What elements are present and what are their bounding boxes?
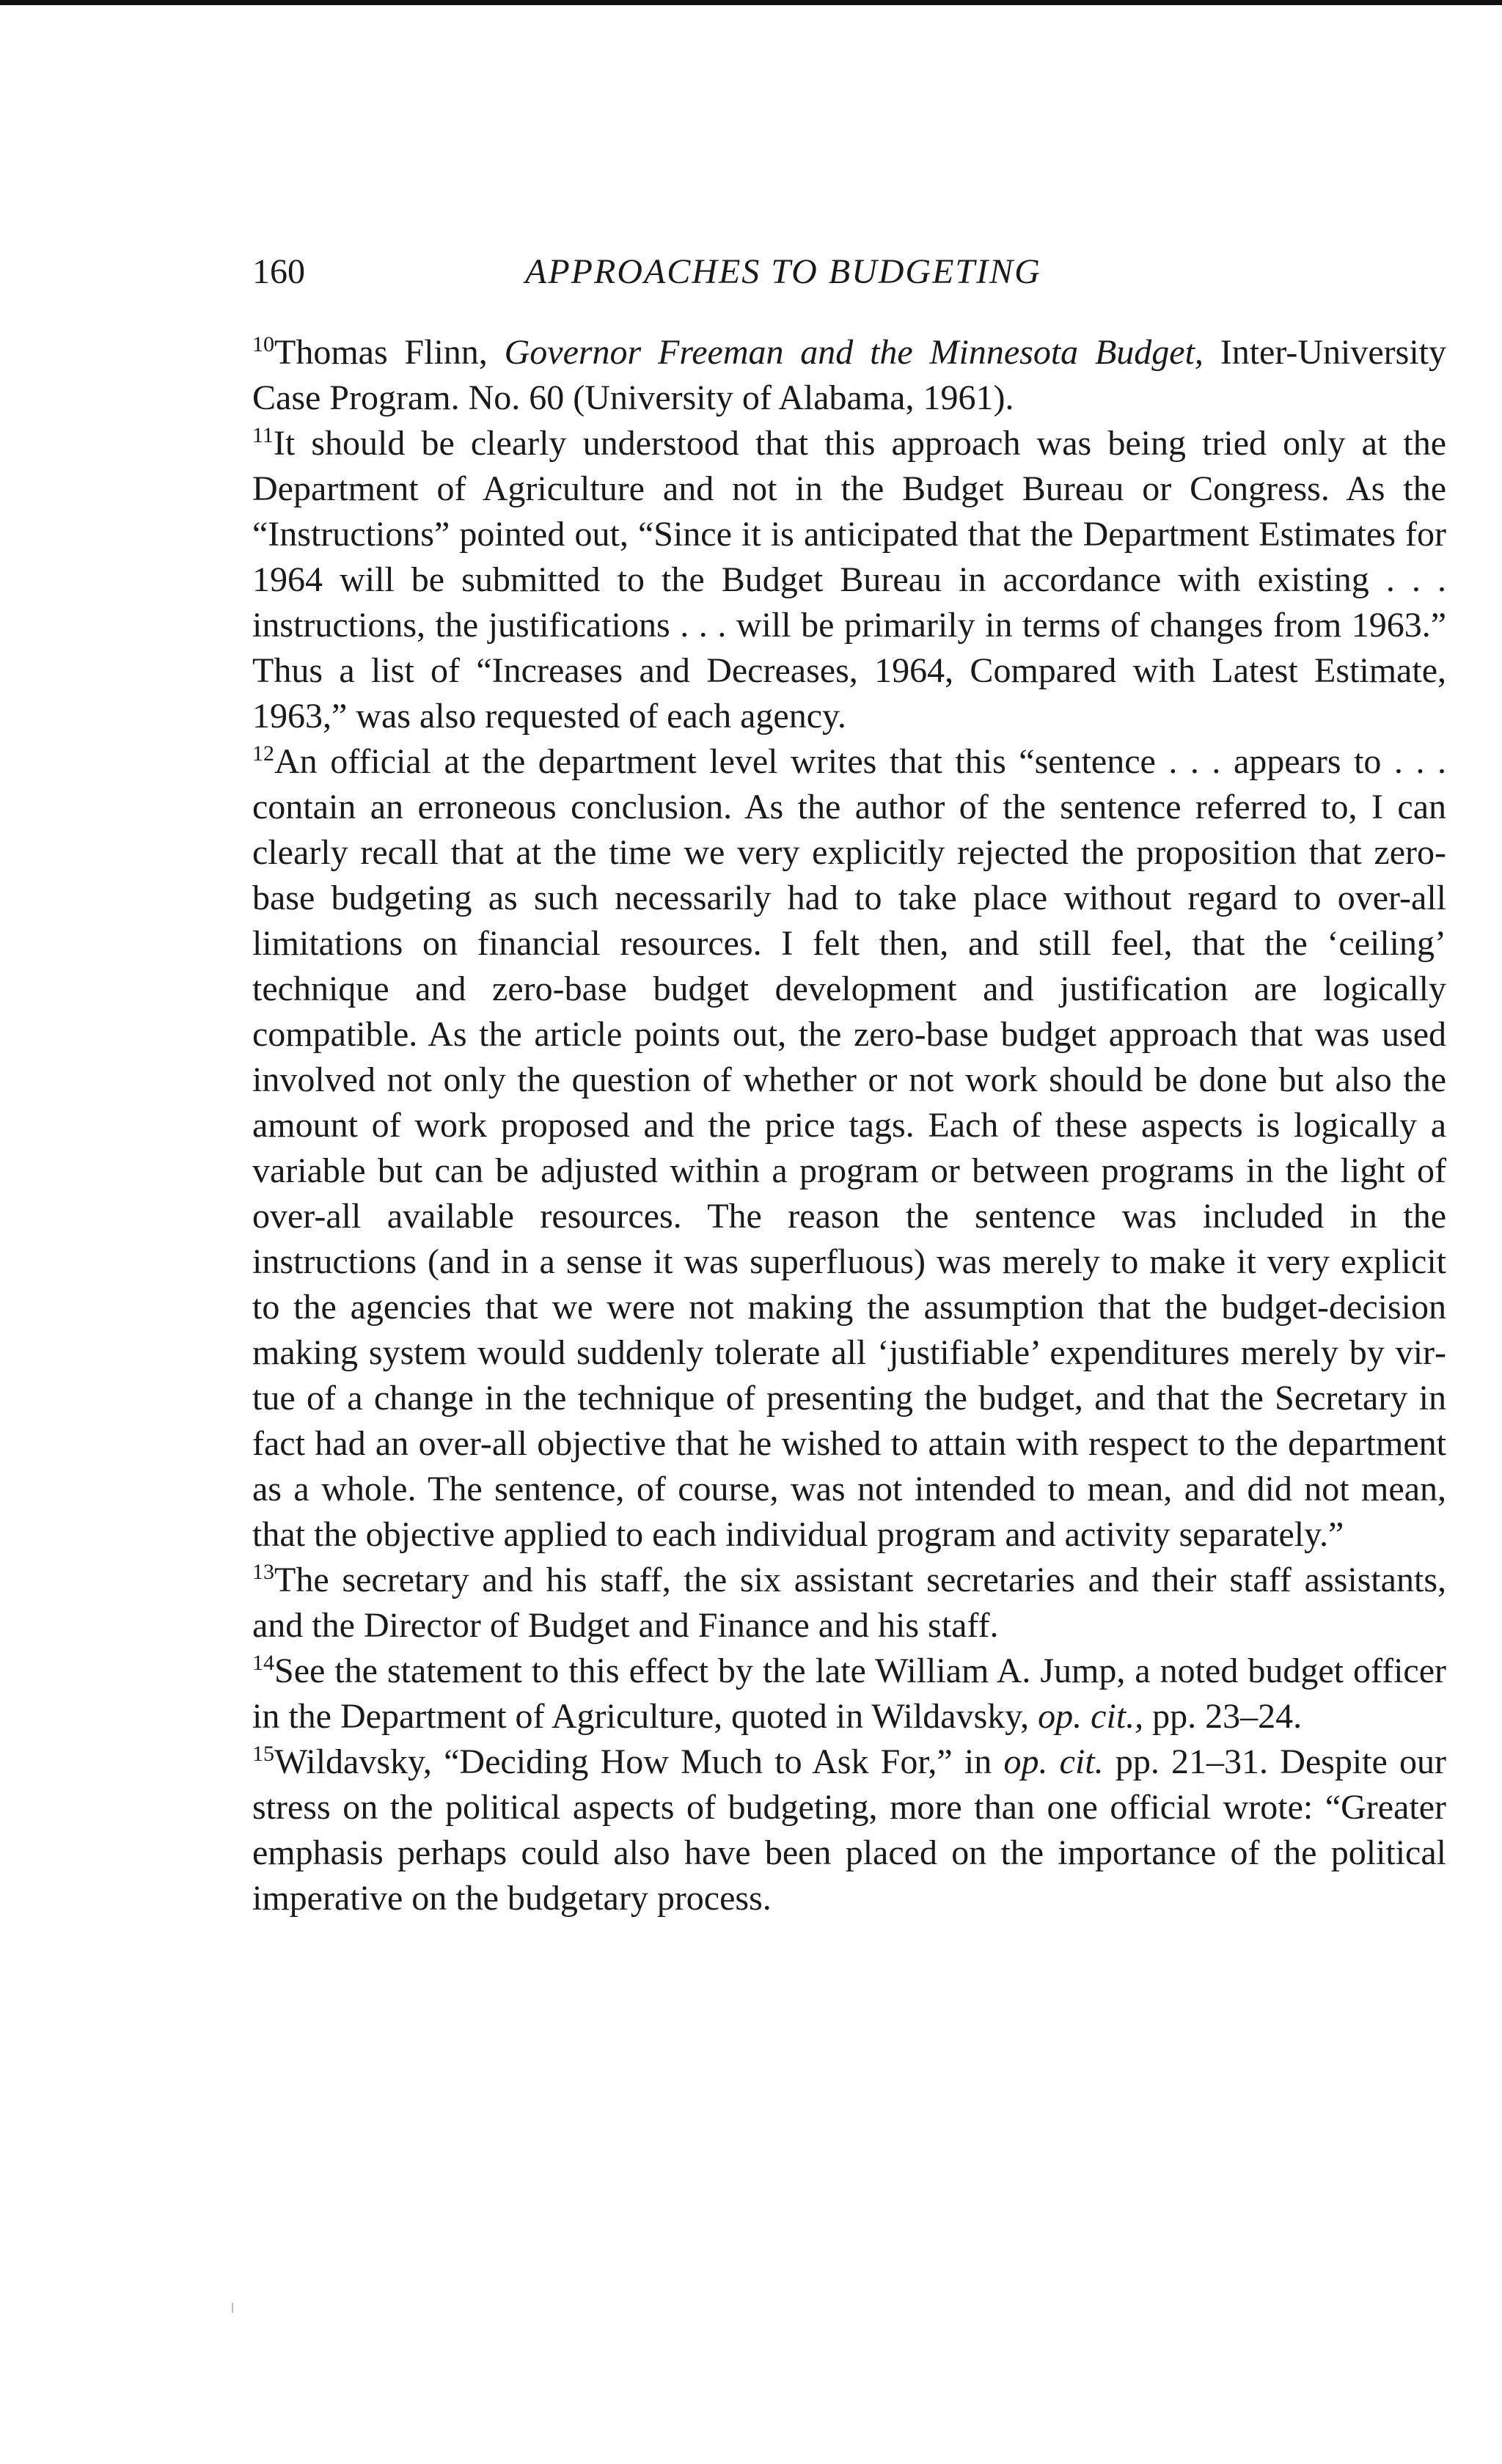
- footnote-text: Wildavsky, “Deciding How Much to Ask For,” in: [274, 1742, 1004, 1781]
- scan-speck: [232, 2303, 233, 2313]
- footnote-number: 10: [252, 332, 274, 356]
- footnote-10: [252, 330, 1446, 421]
- footnote-13: [252, 1558, 1446, 1649]
- footnote-text: An official at the department level writes that this “sentence . . . appears to . . . contain an erroneous conclusion. As the author of the sentence referred to, I can clearly recall that at the time we very explicitly rejected the proposition that zero-base budgeting as such necessarily had to take place without regard to over-all limitations on financial resources. I felt then, and still feel, that the ‘ceiling’ technique and zero-base budget development and justification are logically compatible. As the article points out, the zero-base budget approach that was used involved not only the question of whether or not work should be done but also the amount of work proposed and the price tags. Each of these aspects is logically a variable but can be adjusted within a program or between programs in the light of over-all available resources. The reason the sentence was included in the instructions (and in a sense it was superfluous) was merely to make it very explicit to the agencies that we were not making the assumption that the budget-decision making system would suddenly tolerate all ‘justifiable’ expenditures merely by virtue of a change in the technique of presenting the budget, and that the Secretary in fact had an over-all objective that he wished to attain with respect to the department as a whole. The sentence, of course, was not intended to mean, and did not mean, that the objective applied to each individual program and activity separately.”: [252, 742, 1446, 1554]
- footnote-15: [252, 1739, 1446, 1921]
- footnote-text: pp. 21–31. Despite our stress on the political aspects of budgeting, more than one official wrote: “Greater emphasis perhaps could also have been placed on the importance of the political imperative on the budgetary process.: [252, 1742, 1446, 1918]
- footnote-14: [252, 1649, 1446, 1739]
- footnote-text: See the statement to this effect by the late William A. Jump, a noted budget officer in the Department of Agriculture, quoted in Wildavsky,: [252, 1651, 1446, 1736]
- footnote-12: [252, 739, 1446, 1558]
- top-border-rule: [0, 0, 1502, 5]
- page-header: [252, 249, 1446, 301]
- running-head: APPROACHES TO BUDGETING: [525, 252, 1041, 291]
- footnote-number: 14: [252, 1651, 274, 1675]
- footnote-11: [252, 421, 1446, 739]
- page-body: [252, 249, 1446, 1921]
- footnote-text: pp. 23–24.: [1143, 1697, 1303, 1736]
- footnote-text: Inter-University Case Program. No. 60 (University of Alabama, 1961).: [252, 333, 1446, 417]
- footnote-number: 12: [252, 741, 274, 766]
- footnote-number: 11: [252, 423, 274, 447]
- footnote-number: 13: [252, 1560, 274, 1584]
- footnote-text: Thomas Flinn,: [274, 333, 505, 372]
- footnote-text: The secretary and his staff, the six assistant secretaries and their staff assistants, and the Director of Budget and Finance and his staff.: [252, 1561, 1446, 1645]
- book-title: Governor Freeman and the Minnesota Budget,: [504, 333, 1204, 372]
- citation-abbrev: op. cit.: [1003, 1742, 1104, 1781]
- footnote-number: 15: [252, 1742, 274, 1766]
- page-number: 160: [252, 252, 305, 291]
- footnote-text: It should be clearly understood that this approach was being tried only at the Department of Agriculture and not in the Budget Bureau or Congress. As the “Instructions” pointed out, “Since it is anticipated that the Department Estimates for 1964 will be submitted to the Budget Bureau in accordance with existing . . . instructions, the justifications . . . will be primarily in terms of changes from 1963.” Thus a list of “Increases and Decreases, 1964, Compared with Latest Estimate, 1963,” was also requested of each agency.: [252, 424, 1446, 736]
- citation-abbrev: op. cit.,: [1038, 1697, 1144, 1736]
